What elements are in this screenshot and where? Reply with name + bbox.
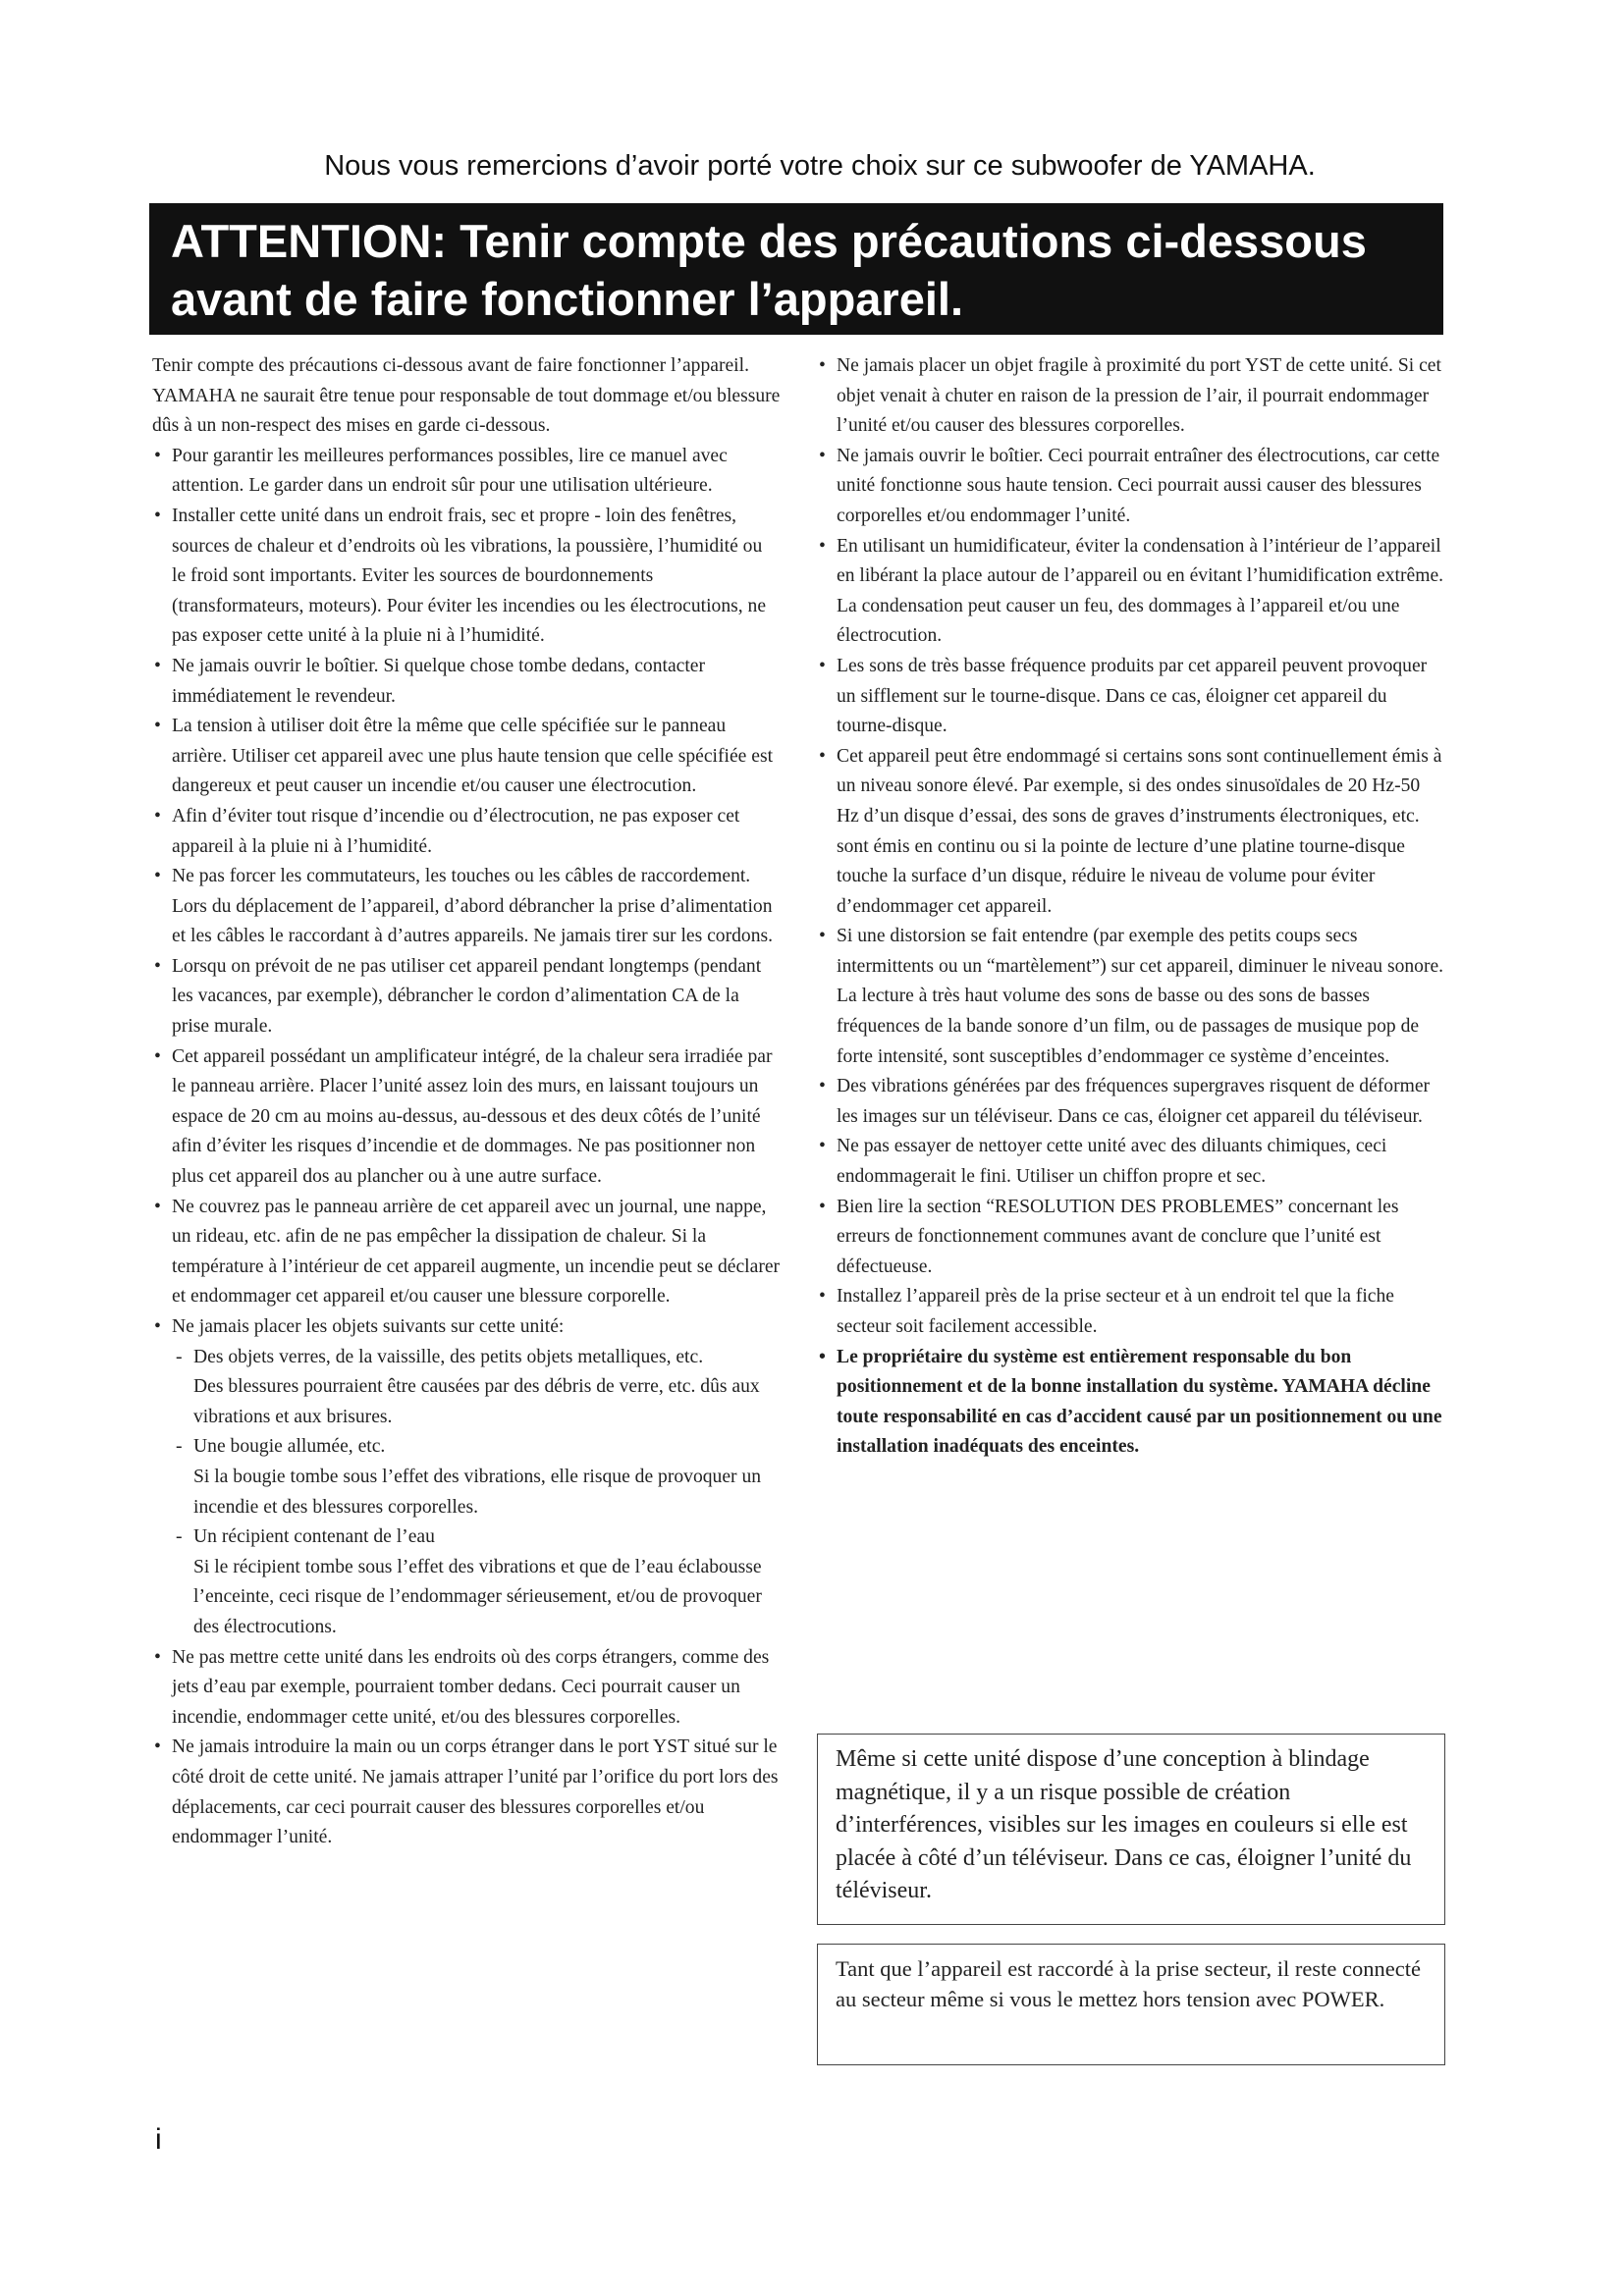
list-item: • Des vibrations générées par des fréquences supergraves risquent de déformer les images sur un téléviseur. Dans ce cas, éloigner cet appareil du téléviseur. [817,1072,1445,1132]
list-item: • La tension à utiliser doit être la même que celle spécifiée sur le panneau arrière. Utiliser cet appareil avec une plus haute tension que celle spécifiée est dangereux et peut causer un incendie et/ou causer une électrocution. [152,712,781,802]
list-item: • Ne jamais placer un objet fragile à proximité du port YST de cette unité. Si cet objet venait à chuter en raison de la pression de l’air, il pourrait endommager l’unité et/ou causer des blessures corporelles. [817,351,1445,442]
intro-sentence: Nous vous remercions d’avoir porté votre choix sur ce subwoofer de YAMAHA. [324,150,1316,182]
list-item: • Cet appareil peut être endommagé si certains sons sont continuellement émis à un niveau sonore élevé. Par exemple, si des ondes sinusoïdales de 20 Hz-50 Hz d’un disque d’essai, des sons de graves d’instruments électroniques, etc. sont émis en continu ou si la pointe de lecture d’une platine tourne-disque touche la surface d’un disque, réduire le niveau de volume pour éviter d’endommager cet appareil. [817,742,1445,923]
right-column [817,351,1445,1463]
list-item-objects [152,1312,781,1643]
magnetic-shielding-notice-box: Même si cette unité dispose d’une conception à blindage magnétique, il y a un risque possible de création d’interférences, visibles sur les images en couleurs si elle est placée à côté d’un téléviseur. Dans ce cas, éloigner l’unité du téléviseur. [817,1734,1445,1925]
list-item: • Ne pas forcer les commutateurs, les touches ou les câbles de raccordement. Lors du déplacement de l’appareil, d’abord débrancher la prise d’alimentation et les câbles le raccordant à d’autres appareils. Ne jamais tirer sur les cordons. [152,862,781,952]
sub-item-body: Des blessures pourraient être causées par des débris de verre, etc. dûs aux vibrations et aux brisures. [193,1376,760,1427]
page-number: i [155,2123,162,2156]
objects-intro: Ne jamais placer les objets suivants sur cette unité: [172,1316,565,1337]
list-item: • Les sons de très basse fréquence produits par cet appareil peuvent provoquer un sifflement sur le tourne-disque. Dans ce cas, éloigner cet appareil du tourne-disque. [817,652,1445,742]
left-column [152,351,781,1853]
list-item: • Afin d’éviter tout risque d’incendie ou d’électrocution, ne pas exposer cet appareil à la pluie ni à l’humidité. [152,802,781,862]
list-item: • Installer cette unité dans un endroit frais, sec et propre - loin des fenêtres, sources de chaleur et d’endroits où les vibrations, la poussière, l’humidité ou le froid sont importants. Eviter les sources de bourdonnements (transformateurs, moteurs). Pour éviter les incendies ou les électrocutions, ne pas exposer cette unité à la pluie ni à l’humidité. [152,502,781,652]
attention-banner [149,203,1443,335]
right-bullet-list [817,351,1445,1463]
list-item: • En utilisant un humidificateur, éviter la condensation à l’intérieur de l’appareil en libérant la place autour de l’appareil ou en évitant l’humidification extrême. La condensation peut causer un feu, des dommages à l’appareil et/ou une électrocution. [817,532,1445,652]
sub-item-body: Si le récipient tombe sous l’effet des vibrations et que de l’eau éclabousse l’enceinte, ceci risque de l’endommager sérieusement, et/ou de provoquer des électrocutions. [193,1556,762,1637]
list-item: • Si une distorsion se fait entendre (par exemple des petits coups secs intermittents ou un “martèlement”) sur cet appareil, diminuer le niveau sonore. La lecture à très haut volume des sons de basse ou des sons de basses fréquences de la bande sonore d’un film, ou de passages de musique pop de forte intensité, sont susceptibles d’endommager ce système d’enceintes. [817,922,1445,1072]
responsibility-notice: • Le propriétaire du système est entièrement responsable du bon positionnement et de la bonne installation du système. YAMAHA décline toute responsabilité en cas d’accident causé par un positionnement ou une installation inadéquats des enceintes. [817,1343,1445,1463]
banner-line-2: avant de faire fonctionner l’appareil. [171,273,964,325]
left-intro-paragraph: Tenir compte des précautions ci-dessous avant de faire fonctionner l’appareil. YAMAHA ne saurait être tenue pour responsable de tout dommage et/ou blessure dûs à un non-respect des mises en garde ci-dessous. [152,355,781,437]
list-item: • Ne pas mettre cette unité dans les endroits où des corps étrangers, comme des jets d’eau par exemple, pourraient tomber dedans. Ceci pourrait causer un incendie, endommager cette unité, et/ou des blessures corporelles. [152,1643,781,1734]
objects-sublist [172,1343,781,1643]
list-item: • Ne couvrez pas le panneau arrière de cet appareil avec un journal, une nappe, un rideau, etc. afin de ne pas empêcher la dissipation de chaleur. Si la température à l’intérieur de cet appareil augmente, un incendie peut se déclarer et endommager cet appareil et/ou causer une blessure corporelle. [152,1193,781,1312]
sub-item [172,1522,781,1642]
sub-item-head: - Un récipient contenant de l’eau [193,1526,435,1548]
list-item: • Pour garantir les meilleures performances possibles, lire ce manuel avec attention. Le garder dans un endroit sûr pour une utilisation ultérieure. [152,442,781,502]
list-item: • Ne jamais ouvrir le boîtier. Si quelque chose tombe dedans, contacter immédiatement le revendeur. [152,652,781,712]
sub-item [172,1343,781,1433]
banner-line-1: ATTENTION: Tenir compte des précautions ci-dessous [171,215,1367,267]
list-item: • Ne jamais ouvrir le boîtier. Ceci pourrait entraîner des électrocutions, car cette unité fonctionne sous haute tension. Ceci pourrait aussi causer des blessures corporelles et/ou endommager l’unité. [817,442,1445,532]
list-item: • Ne jamais introduire la main ou un corps étranger dans le port YST situé sur le côté droit de cette unité. Ne jamais attraper l’unité par l’orifice du port lors des déplacements, car ceci pourrait causer des blessures corporelles et/ou endommager l’unité. [152,1733,781,1852]
sub-item-head: - Des objets verres, de la vaissille, des petits objets metalliques, etc. [193,1346,704,1367]
list-item: • Installez l’appareil près de la prise secteur et à un endroit tel que la fiche secteur soit facilement accessible. [817,1282,1445,1342]
left-bullet-list [152,442,781,1853]
power-connection-notice-box: Tant que l’appareil est raccordé à la prise secteur, il reste connecté au secteur même si vous le mettez hors tension avec POWER. [817,1944,1445,2065]
list-item: • Lorsqu on prévoit de ne pas utiliser cet appareil pendant longtemps (pendant les vacances, par exemple), débrancher le cordon d’alimentation CA de la prise murale. [152,952,781,1042]
list-item: • Ne pas essayer de nettoyer cette unité avec des diluants chimiques, ceci endommagerait le fini. Utiliser un chiffon propre et sec. [817,1132,1445,1192]
sub-item-body: Si la bougie tombe sous l’effet des vibrations, elle risque de provoquer un incendie et des blessures corporelles. [193,1466,762,1518]
sub-item-head: - Une bougie allumée, etc. [193,1436,386,1458]
list-item: • Bien lire la section “RESOLUTION DES PROBLEMES” concernant les erreurs de fonctionnement communes avant de conclure que l’unité est défectueuse. [817,1193,1445,1283]
list-item: • Cet appareil possédant un amplificateur intégré, de la chaleur sera irradiée par le panneau arrière. Placer l’unité assez loin des murs, en laissant toujours un espace de 20 cm au moins au-dessus, au-dessous et des deux côtés de l’unité afin d’éviter les risques d’incendie et de dommages. Ne pas positionner non plus cet appareil dos au plancher ou à une autre surface. [152,1042,781,1193]
sub-item [172,1432,781,1522]
